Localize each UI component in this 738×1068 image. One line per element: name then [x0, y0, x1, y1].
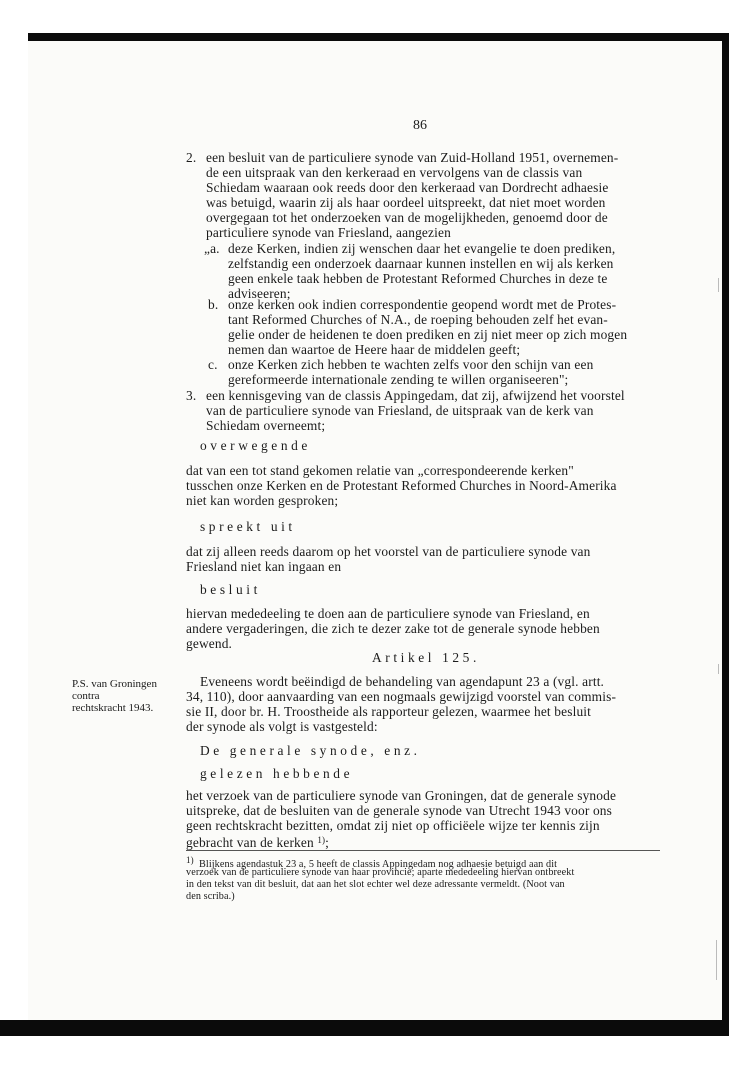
page-number: 86 — [413, 118, 427, 133]
text-line: gewend. — [186, 636, 233, 651]
text-line: Schiedam overneemt; — [206, 418, 326, 433]
gelezen-hebbende-heading: gelezen hebbende — [200, 766, 354, 781]
text-line: deze Kerken, indien zij wenschen daar het evangelie te doen prediken, — [228, 241, 616, 256]
text-line: tant Reformed Churches of N.A., de roeping behouden zelf het evan- — [228, 312, 608, 327]
text-line: geen rechtskracht bezitten, omdat zij niet op officiëele wijze ter kennis zijn — [186, 818, 600, 833]
text-line — [186, 833, 329, 850]
text-line: andere vergaderingen, die zich te dezer zake tot de generale synode hebben — [186, 621, 600, 636]
text-line: zelfstandig een onderzoek daarnaar kunnen instellen en wij als kerken — [228, 256, 614, 271]
text-line: onze Kerken zich hebben te wachten zelfs voor den schijn van een — [228, 357, 594, 372]
besluit-heading: besluit — [200, 582, 261, 597]
text-line: een kennisgeving van de classis Appingedam, dat zij, afwijzend het voorstel — [206, 388, 625, 403]
overwegende-heading: overwegende — [200, 438, 311, 453]
text-line: niet kan worden gesproken; — [186, 493, 339, 508]
scan-border-top — [28, 33, 722, 41]
footnote-marker: 1) — [186, 855, 194, 865]
item-2-marker: 2. — [186, 150, 197, 165]
item-3-marker: 3. — [186, 388, 197, 403]
text-line: 34, 110), door aanvaarding van een nogmaals gewijzigd voorstel van commis- — [186, 689, 617, 704]
margin-note-line: P.S. van Groningen — [72, 678, 157, 690]
text-line: adviseeren; — [228, 286, 291, 301]
footnote-line: in den tekst van dit besluit, dat aan het slot echter wel deze adressante vermeldt. (Noot van — [186, 879, 565, 890]
footnote-line: 1) Blijkens agendastuk 23 a, 5 heeft de classis Appingedam nog adhaesie betuigd aan dit — [186, 855, 558, 870]
text-line: dat van een tot stand gekomen relatie van „correspondeerende kerken" — [186, 463, 574, 478]
scan-artifact — [718, 278, 719, 292]
scan-border-right — [722, 33, 729, 1036]
margin-note-line: rechtskracht 1943. — [72, 702, 154, 714]
sub-c-marker: c. — [208, 357, 218, 372]
text-line: overgegaan tot het onderzoeken van de mogelijkheden, genoemd door de — [206, 210, 608, 225]
text-line: sie II, door br. H. Troostheide als rapporteur gelezen, waarmee het besluit — [186, 704, 592, 719]
text-line: Friesland niet kan ingaan en — [186, 559, 342, 574]
text-line: geen enkele taak hebben de Protestant Reformed Churches in deze te — [228, 271, 608, 286]
scan-artifact — [718, 664, 719, 674]
text-line: der synode als volgt is vastgesteld: — [186, 719, 378, 734]
text-line: hiervan mededeeling te doen aan de particuliere synode van Friesland, en — [186, 606, 590, 621]
text-line: nemen dan waartoe de Heere haar de middelen geeft; — [228, 342, 521, 357]
text-line: Schiedam waaraan ook reeds door den kerkeraad van Dordrecht adhaesie — [206, 180, 609, 195]
text-line: het verzoek van de particuliere synode van Groningen, dat de generale synode — [186, 788, 617, 803]
spreekt-uit-heading: spreekt uit — [200, 519, 296, 534]
text-line: onze kerken ook indien correspondentie geopend wordt met de Protes- — [228, 297, 617, 312]
text-line: dat zij alleen reeds daarom op het voorstel van de particuliere synode van — [186, 544, 591, 559]
text-line: was betuigd, waarin zij als haar oordeel uitspreekt, dat niet moet worden — [206, 195, 606, 210]
sub-b-marker: b. — [208, 297, 219, 312]
scan-artifact — [716, 940, 717, 980]
artikel-title: Artikel 125. — [372, 650, 480, 665]
margin-note — [72, 678, 157, 714]
last-line-text: gebracht van de kerken — [186, 835, 314, 850]
synode-heading: De generale synode, enz. — [200, 743, 421, 758]
last-line-end: ; — [325, 835, 330, 850]
text-line: de een uitspraak van den kerkeraad en vervolgens van de classis van — [206, 165, 583, 180]
text-line: particuliere synode van Friesland, aangezien — [206, 225, 451, 240]
footnote-reference: 1) — [317, 835, 326, 845]
text-line: Eveneens wordt beëindigd de behandeling van agendapunt 23 a (vgl. artt. — [200, 674, 605, 689]
scan-border-bottom — [0, 1020, 729, 1036]
footnote-line: verzoek van de particuliere synode van haar provincie; aparte mededeeling hiervan ontbreekt — [186, 867, 575, 878]
text-line: een besluit van de particuliere synode van Zuid-Holland 1951, overnemen- — [206, 150, 619, 165]
sub-a-marker: „a. — [204, 241, 220, 256]
text-line: tusschen onze Kerken en de Protestant Reformed Churches in Noord-Amerika — [186, 478, 617, 493]
text-line: gelie onder de heidenen te doen prediken en zij niet meer op zich mogen — [228, 327, 628, 342]
text-line: uitspreke, dat de besluiten van de generale synode van Utrecht 1943 voor ons — [186, 803, 613, 818]
text-line: van de particuliere synode van Friesland, de uitspraak van de kerk van — [206, 403, 594, 418]
footnote-divider — [186, 850, 660, 851]
text-line: gereformeerde internationale zending te willen organiseeren"; — [228, 372, 569, 387]
margin-note-line: contra — [72, 690, 100, 702]
footnote-line: den scriba.) — [186, 891, 235, 902]
